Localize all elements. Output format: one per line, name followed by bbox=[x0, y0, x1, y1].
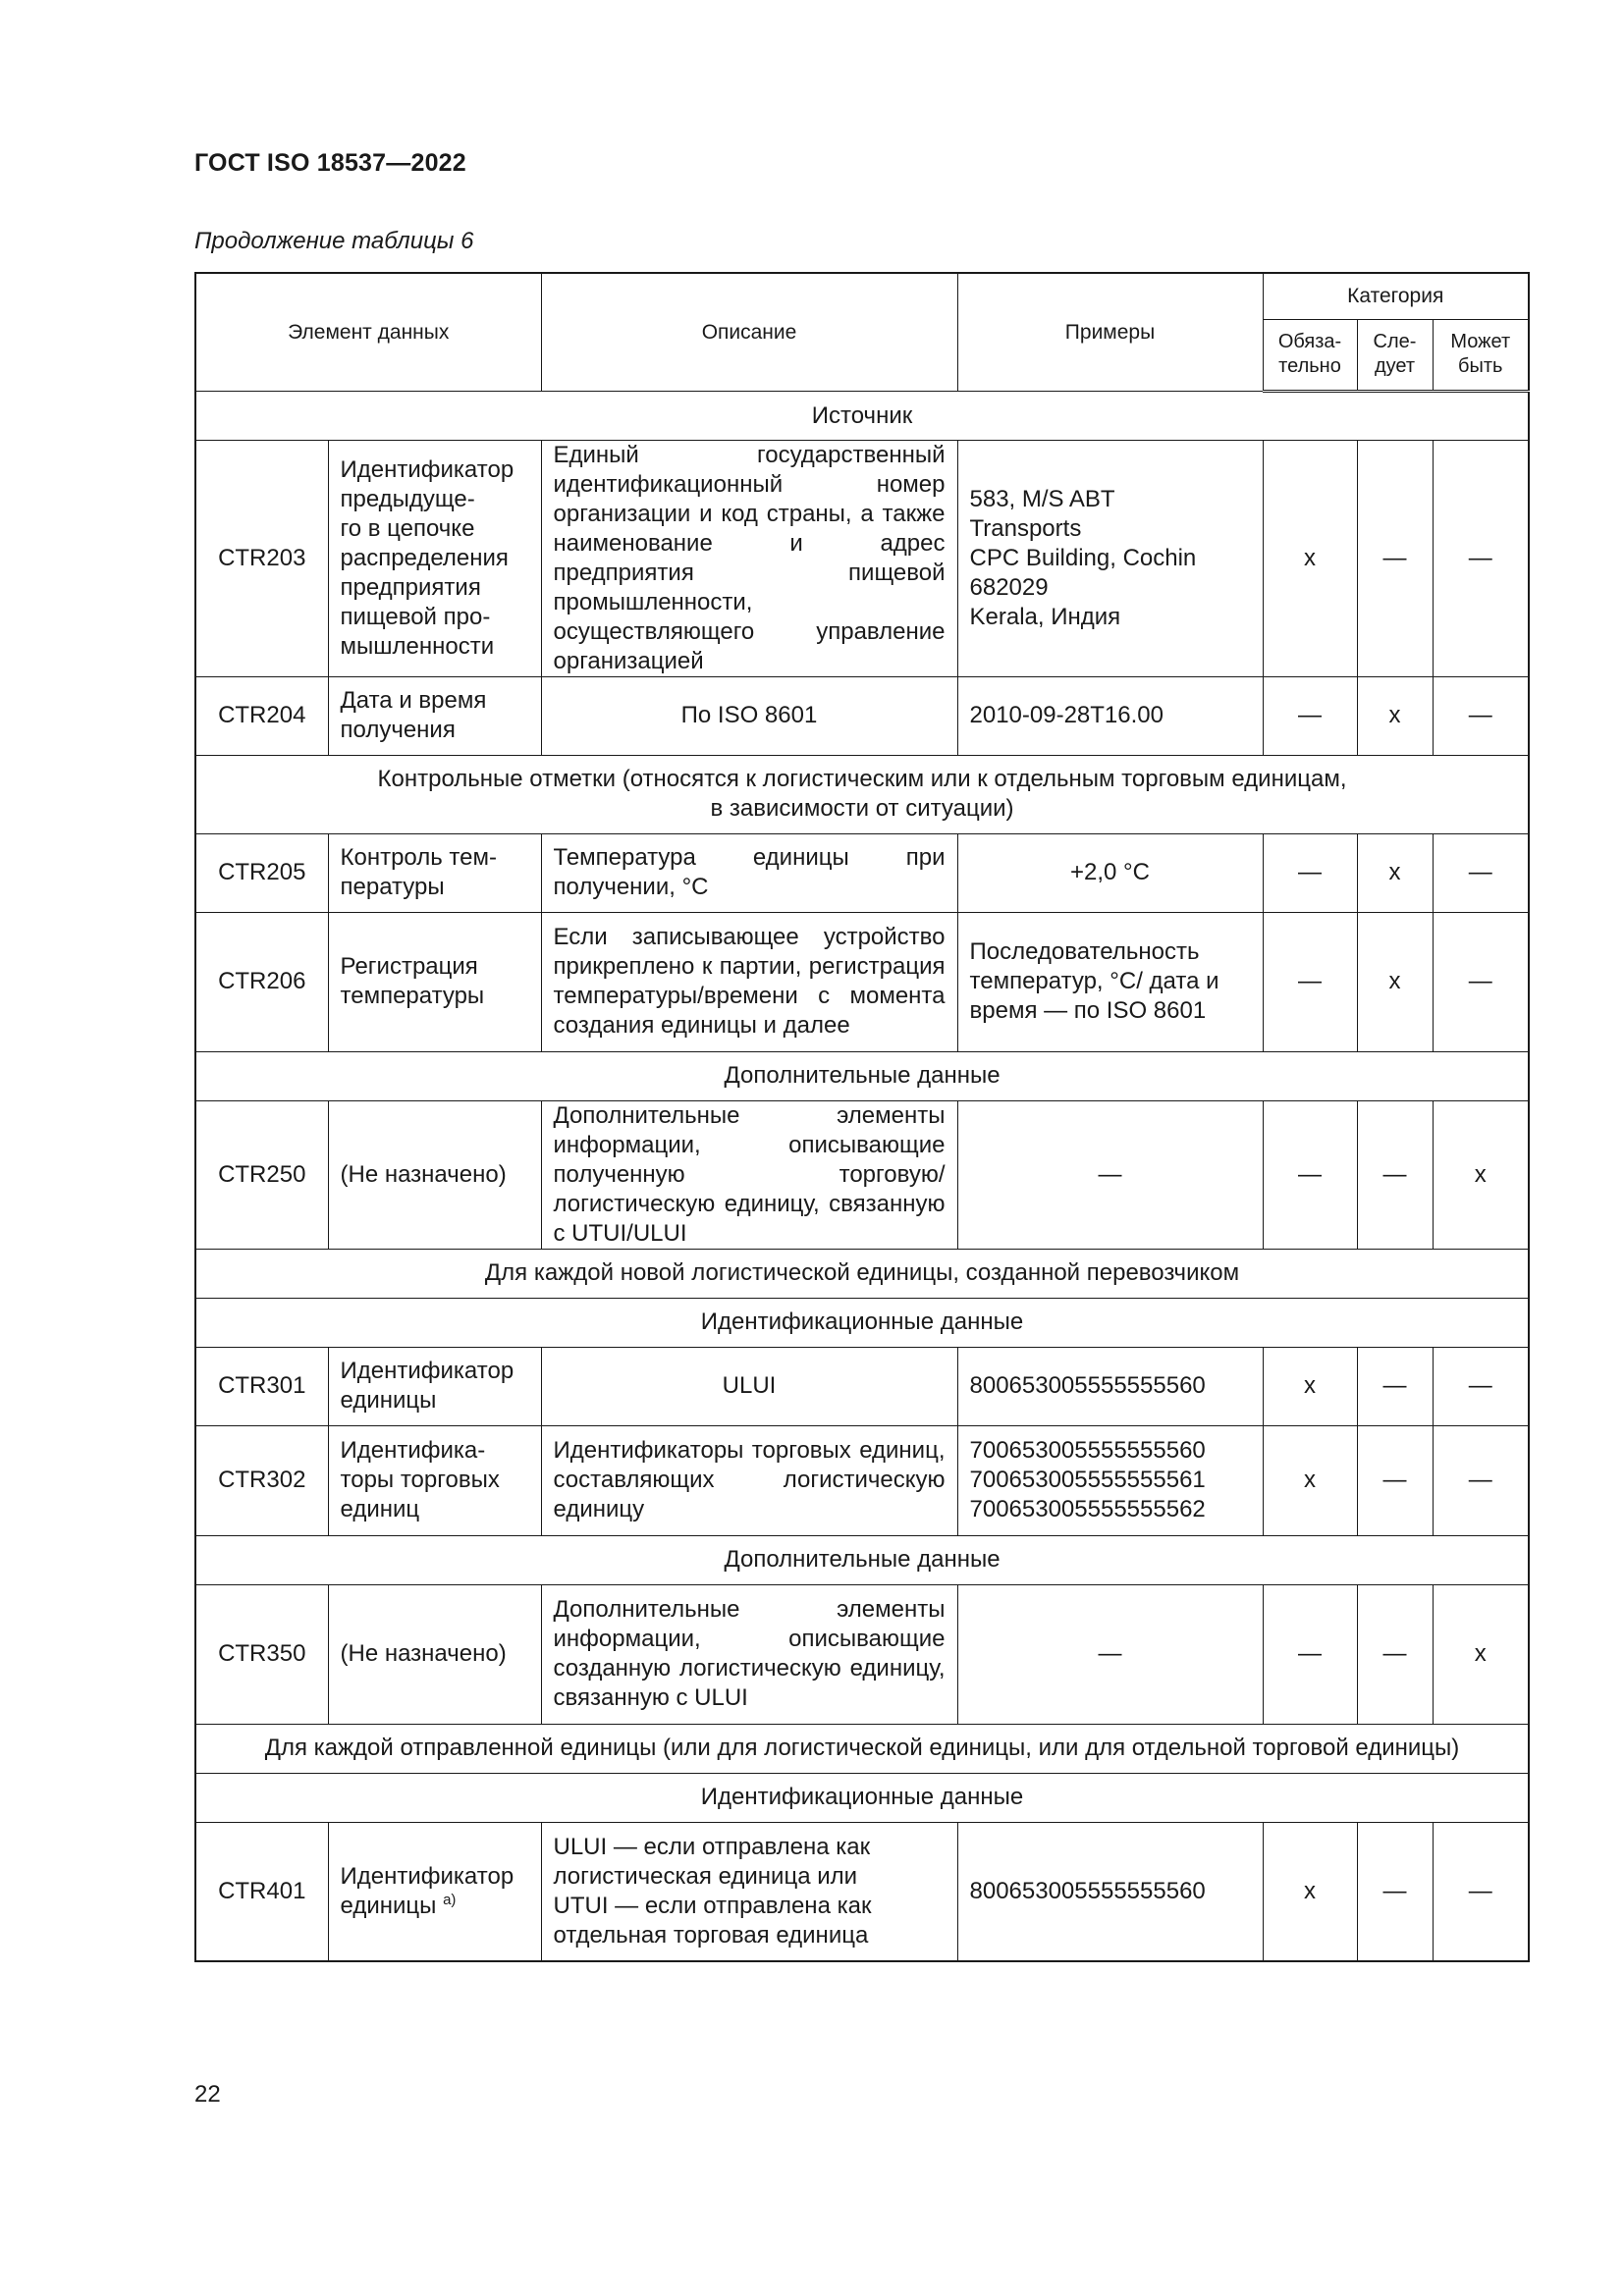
row-may: — bbox=[1433, 912, 1529, 1051]
section-row bbox=[195, 1724, 1529, 1773]
row-code: CTR250 bbox=[195, 1100, 328, 1249]
row-example: 583, M/S ABT Transports CPC Building, Cochin 682029 Kerala, Индия bbox=[957, 440, 1263, 676]
row-should: — bbox=[1357, 1584, 1433, 1724]
row-may: x bbox=[1433, 1584, 1529, 1724]
section-row bbox=[195, 1298, 1529, 1347]
row-code: CTR204 bbox=[195, 676, 328, 755]
row-may: — bbox=[1433, 1347, 1529, 1425]
row-mandatory: x bbox=[1263, 1347, 1357, 1425]
row-element-name bbox=[328, 1822, 541, 1961]
table-row bbox=[195, 1822, 1529, 1961]
header-category: Категория bbox=[1263, 273, 1529, 319]
table-row bbox=[195, 676, 1529, 755]
header-may: Может быть bbox=[1433, 319, 1529, 391]
row-mandatory: — bbox=[1263, 1584, 1357, 1724]
row-example: — bbox=[957, 1584, 1263, 1724]
header-should: Сле- дует bbox=[1357, 319, 1433, 391]
data-elements-table bbox=[194, 272, 1530, 1962]
row-code: CTR302 bbox=[195, 1425, 328, 1535]
row-element-name: Идентификатор предыдуще- го в цепочке распределения предприятия пищевой про- мышленности bbox=[328, 440, 541, 676]
row-should: — bbox=[1357, 1100, 1433, 1249]
row-code: CTR350 bbox=[195, 1584, 328, 1724]
table-row bbox=[195, 1425, 1529, 1535]
row-should: — bbox=[1357, 1822, 1433, 1961]
row-code: CTR301 bbox=[195, 1347, 328, 1425]
section-title: Дополнительные данные bbox=[195, 1051, 1529, 1100]
row-description: Дополнительные элементы информации, описывающие созданную логистическую единицу, связанную с ULUI bbox=[541, 1584, 957, 1724]
table-caption: Продолжение таблицы 6 bbox=[194, 228, 474, 254]
row-mandatory: x bbox=[1263, 1425, 1357, 1535]
row-example: 2010-09-28T16.00 bbox=[957, 676, 1263, 755]
row-example: 700653005555555560 700653005555555561 700653005555555562 bbox=[957, 1425, 1263, 1535]
row-element-name: Контроль тем- пературы bbox=[328, 833, 541, 912]
section-row bbox=[195, 1773, 1529, 1822]
row-code: CTR206 bbox=[195, 912, 328, 1051]
section-title: Дополнительные данные bbox=[195, 1535, 1529, 1584]
header-examples: Примеры bbox=[957, 273, 1263, 391]
row-code: CTR401 bbox=[195, 1822, 328, 1961]
row-element-name-text: Идентификатор единицы bbox=[340, 1862, 514, 1919]
row-example: Последовательность температур, °C/ дата и время — по ISO 8601 bbox=[957, 912, 1263, 1051]
section-title: Идентификационные данные bbox=[195, 1773, 1529, 1822]
footnote-marker: а) bbox=[443, 1891, 457, 1908]
row-description: ULUI bbox=[541, 1347, 957, 1425]
section-row bbox=[195, 1249, 1529, 1298]
row-element-name: Идентифика- торы торговых единиц bbox=[328, 1425, 541, 1535]
section-row bbox=[195, 755, 1529, 833]
row-example: 800653005555555560 bbox=[957, 1347, 1263, 1425]
section-title: Контрольные отметки (относятся к логистическим или к отдельным торговым единицам, в зависимости от ситуации) bbox=[195, 755, 1529, 833]
table-row bbox=[195, 1100, 1529, 1249]
row-description: Идентификаторы торговых единиц, составляющих логистическую единицу bbox=[541, 1425, 957, 1535]
row-may: — bbox=[1433, 833, 1529, 912]
table-row bbox=[195, 1347, 1529, 1425]
row-mandatory: x bbox=[1263, 440, 1357, 676]
row-element-name: Дата и время получения bbox=[328, 676, 541, 755]
row-code: CTR205 bbox=[195, 833, 328, 912]
row-description: ULUI — если отправлена как логистическая единица или UTUI — если отправлена как отдельная торговая единица bbox=[541, 1822, 957, 1961]
section-title: Для каждой отправленной единицы (или для логистической единицы, или для отдельной торговой единицы) bbox=[195, 1724, 1529, 1773]
row-code: CTR203 bbox=[195, 440, 328, 676]
row-may: x bbox=[1433, 1100, 1529, 1249]
header-description: Описание bbox=[541, 273, 957, 391]
section-row bbox=[195, 391, 1529, 440]
row-should: — bbox=[1357, 440, 1433, 676]
row-description: Если записывающее устройство прикреплено к партии, регистрация температуры/времени с момента создания единицы и далее bbox=[541, 912, 957, 1051]
row-example: +2,0 °C bbox=[957, 833, 1263, 912]
row-mandatory: x bbox=[1263, 1822, 1357, 1961]
table-row bbox=[195, 912, 1529, 1051]
row-mandatory: — bbox=[1263, 676, 1357, 755]
section-row bbox=[195, 1051, 1529, 1100]
table-row bbox=[195, 1584, 1529, 1724]
header-mandatory: Обяза- тельно bbox=[1263, 319, 1357, 391]
row-element-name: (Не назначено) bbox=[328, 1100, 541, 1249]
row-element-name: (Не назначено) bbox=[328, 1584, 541, 1724]
row-should: — bbox=[1357, 1347, 1433, 1425]
row-element-name: Идентификатор единицы bbox=[328, 1347, 541, 1425]
row-description: По ISO 8601 bbox=[541, 676, 957, 755]
section-title: Идентификационные данные bbox=[195, 1298, 1529, 1347]
row-description: Дополнительные элементы информации, описывающие полученную торговую/логистическую единицу, связанную с UTUI/ULUI bbox=[541, 1100, 957, 1249]
table-row bbox=[195, 440, 1529, 676]
row-should: x bbox=[1357, 912, 1433, 1051]
row-should: x bbox=[1357, 833, 1433, 912]
row-description: Температура единицы при получении, °C bbox=[541, 833, 957, 912]
header-data-element: Элемент данных bbox=[195, 273, 541, 391]
row-may: — bbox=[1433, 676, 1529, 755]
table-row bbox=[195, 833, 1529, 912]
row-description: Единый государственный идентификационный номер организации и код страны, а также наименование и адрес предприятия пищевой промышленности, осуществляющего управление организацией bbox=[541, 440, 957, 676]
row-may: — bbox=[1433, 440, 1529, 676]
section-title: Для каждой новой логистической единицы, созданной перевозчиком bbox=[195, 1249, 1529, 1298]
row-should: — bbox=[1357, 1425, 1433, 1535]
section-row bbox=[195, 1535, 1529, 1584]
row-mandatory: — bbox=[1263, 833, 1357, 912]
row-may: — bbox=[1433, 1822, 1529, 1961]
section-title: Источник bbox=[195, 391, 1529, 440]
row-mandatory: — bbox=[1263, 912, 1357, 1051]
row-example: 800653005555555560 bbox=[957, 1822, 1263, 1961]
document-header: ГОСТ ISO 18537—2022 bbox=[194, 149, 466, 177]
row-may: — bbox=[1433, 1425, 1529, 1535]
row-mandatory: — bbox=[1263, 1100, 1357, 1249]
row-should: x bbox=[1357, 676, 1433, 755]
row-example: — bbox=[957, 1100, 1263, 1249]
page-number: 22 bbox=[194, 2081, 221, 2108]
row-element-name: Регистрация температуры bbox=[328, 912, 541, 1051]
